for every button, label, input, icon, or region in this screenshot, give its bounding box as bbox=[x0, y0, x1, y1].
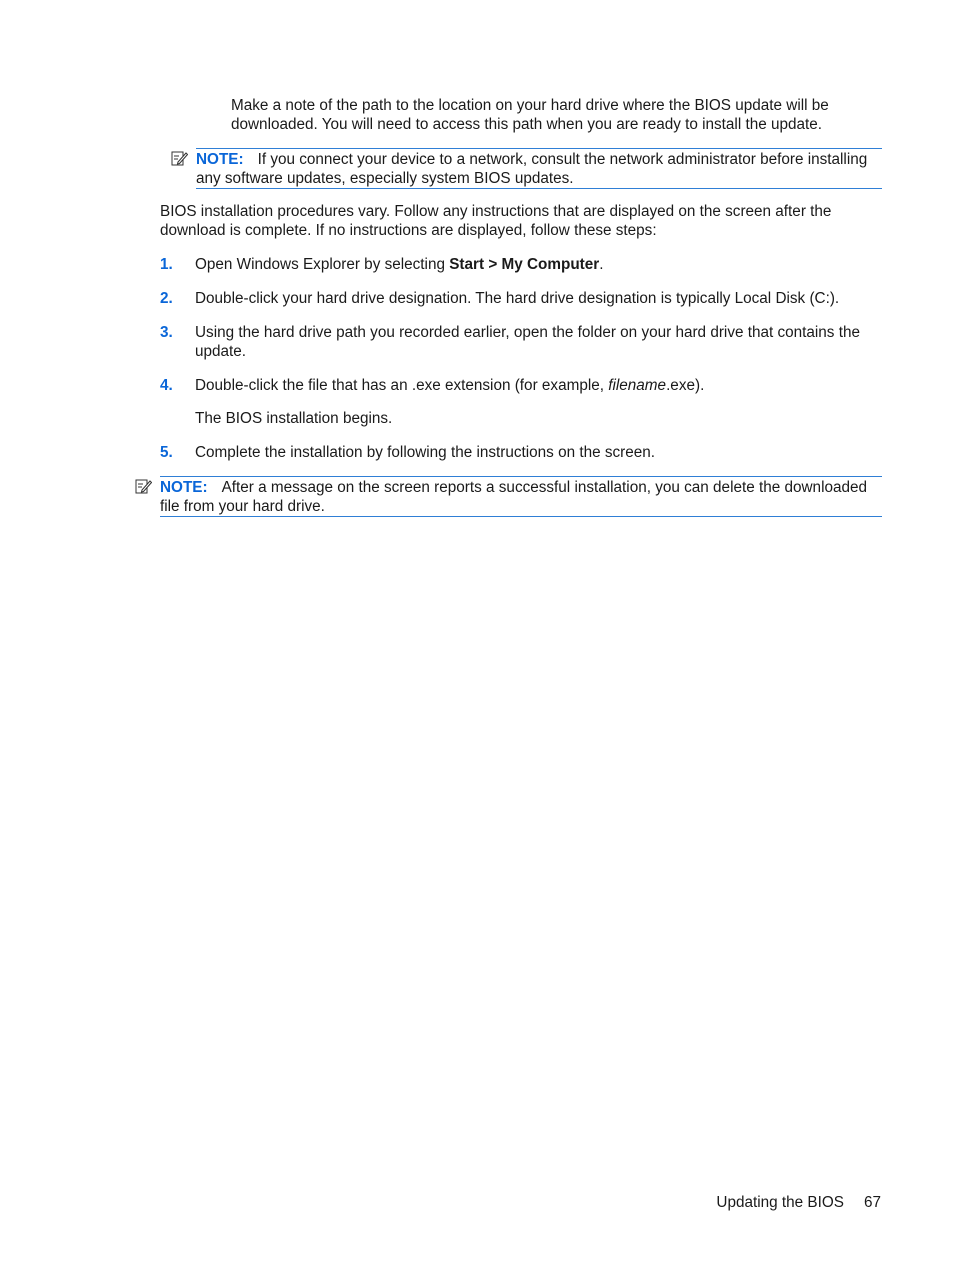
step-text: Complete the installation by following the instructions on the screen. bbox=[195, 444, 656, 461]
step-number: 3. bbox=[160, 324, 173, 341]
note-pencil-icon bbox=[135, 478, 152, 495]
page-footer bbox=[716, 1193, 881, 1212]
page-number: 67 bbox=[863, 1194, 881, 1211]
procedure-paragraph: BIOS installation procedures vary. Follow any instructions that are displayed on the screen after the download is complete. If no instructions are displayed, follow these steps: bbox=[160, 203, 832, 239]
note-label: NOTE: bbox=[196, 151, 244, 168]
step-result: The BIOS installation begins. bbox=[195, 410, 393, 427]
note-label: NOTE: bbox=[160, 479, 208, 496]
note-callout bbox=[196, 148, 882, 189]
step-text: .exe). bbox=[666, 377, 705, 394]
list-item bbox=[160, 289, 882, 308]
list-item bbox=[160, 443, 882, 462]
step-text: Double-click your hard drive designation. The hard drive designation is typically Local Disk (C:). bbox=[195, 290, 840, 307]
list-item bbox=[160, 323, 882, 361]
step-text: . bbox=[599, 256, 604, 273]
note-text: If you connect your device to a network, consult the network administrator before installing any software updates, especially system BIOS updates. bbox=[196, 151, 868, 187]
step-text: Double-click the file that has an .exe extension (for example, bbox=[195, 377, 609, 394]
step-number: 2. bbox=[160, 290, 173, 307]
filename-placeholder: filename bbox=[608, 377, 667, 394]
step-number: 4. bbox=[160, 377, 173, 394]
footer-section-title: Updating the BIOS bbox=[716, 1194, 844, 1211]
step-text: Using the hard drive path you recorded earlier, open the folder on your hard drive that contains the update. bbox=[195, 324, 860, 360]
step-number: 5. bbox=[160, 444, 173, 461]
list-item bbox=[160, 255, 882, 274]
step-number: 1. bbox=[160, 256, 173, 273]
note-text: After a message on the screen reports a successful installation, you can delete the downloaded file from your hard drive. bbox=[160, 479, 867, 515]
menu-path: Start > My Computer bbox=[449, 256, 600, 273]
step-text: Open Windows Explorer by selecting bbox=[195, 256, 450, 273]
intro-paragraph: Make a note of the path to the location on your hard drive where the BIOS update will be downloaded. You will need to access this path when you are ready to install the update. bbox=[231, 97, 829, 133]
note-callout bbox=[160, 476, 882, 517]
list-item bbox=[160, 376, 882, 428]
note-pencil-icon bbox=[171, 150, 188, 167]
